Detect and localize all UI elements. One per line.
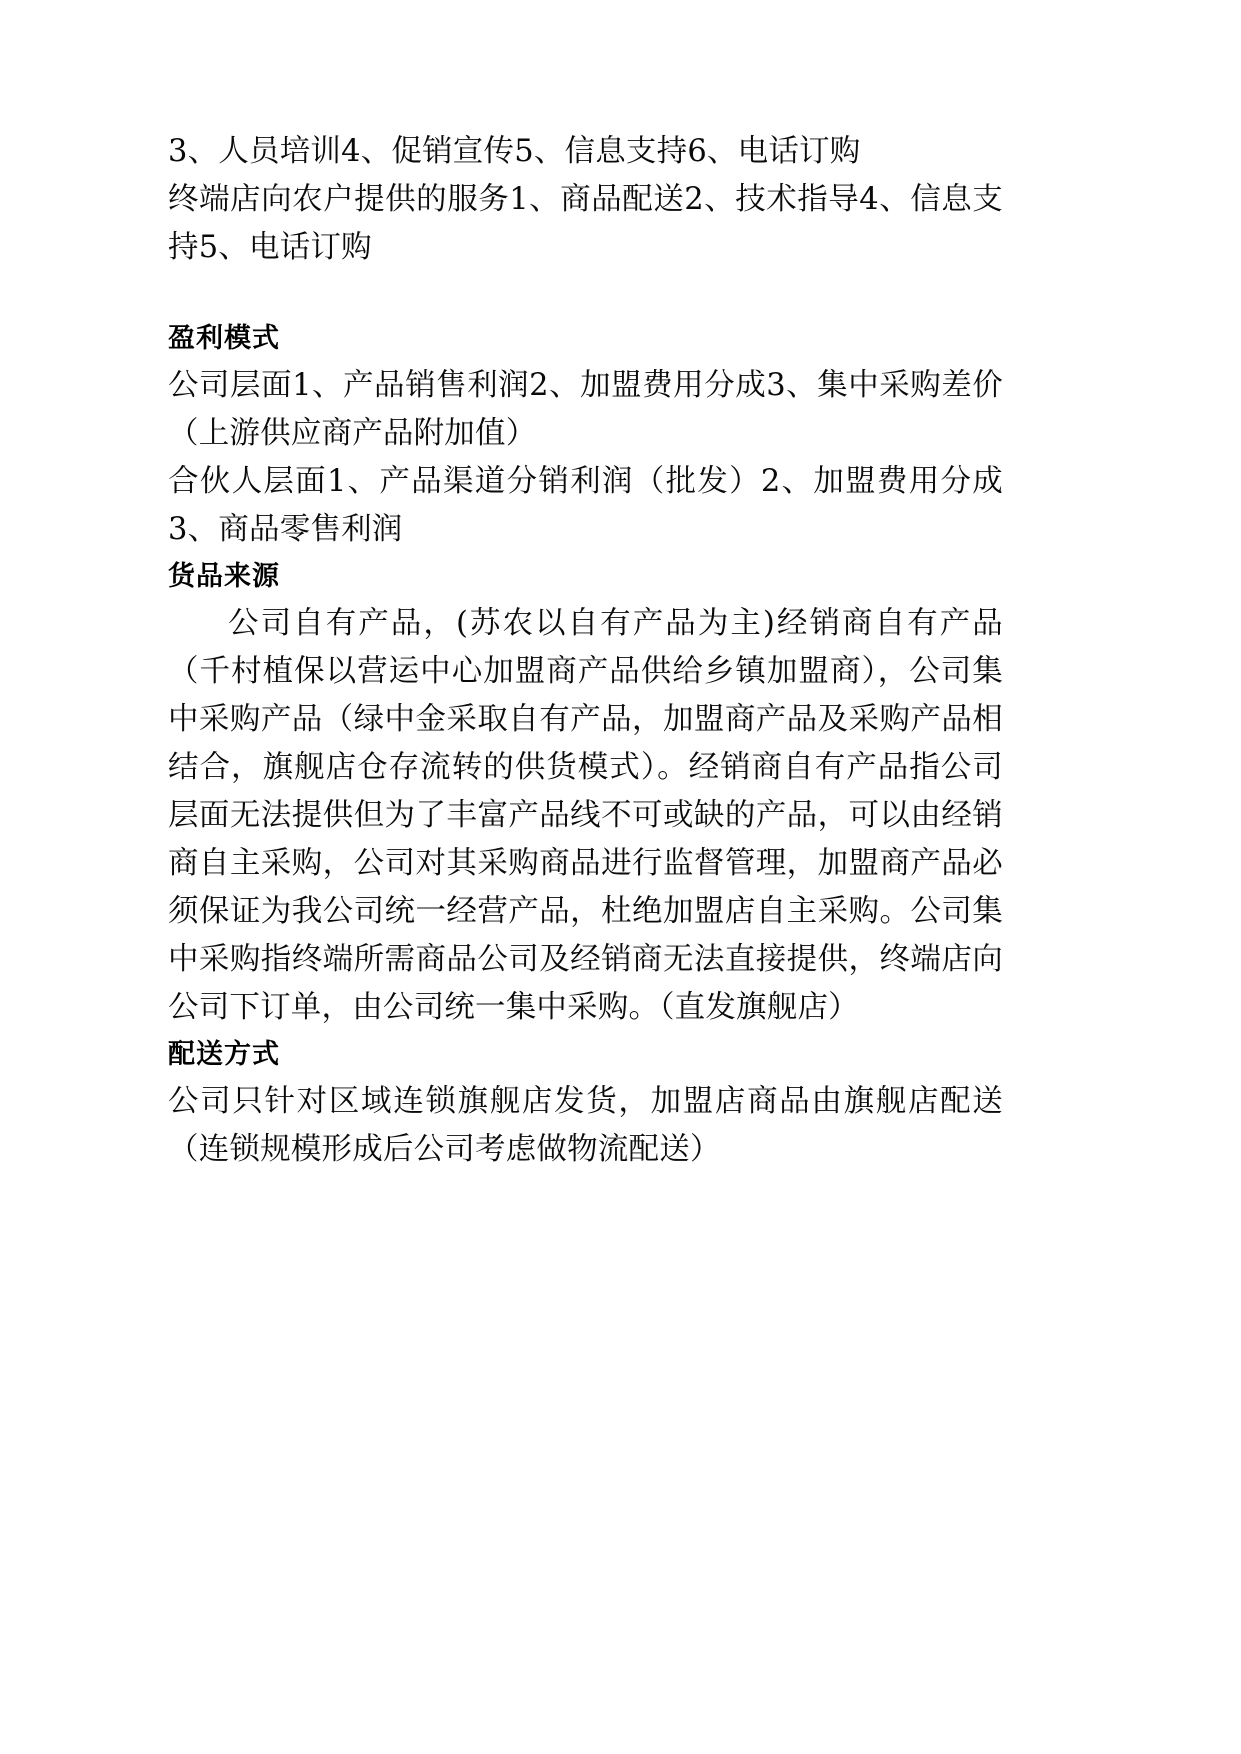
paragraph-services-top: 3、人员培训4、促销宣传5、信息支持6、电话订购 (168, 134, 861, 169)
paragraph-profit-partner-level: 合伙人层面1、产品渠道分销利润（批发）2、加盟费用分成3、商品零售利润 (168, 464, 1003, 547)
paragraph-goods-source-body: 公司自有产品，(苏农以自有产品为主)经销商自有产品（千村植保以营运中心加盟商产品供给乡镇加盟商），公司集中采购产品（绿中金采取自有产品，加盟商产品及采购产品相结合，旗舰店仓存流转的供货模式）。经销商自有产品指公司层面无法提供但为了丰富产品线不可或缺的产品，可以由经销商自主采购，公司对其采购商品进行监督管理，加盟商产品必须保证为我公司统一经营产品，杜绝加盟店自主采购。公司集中采购指终端所需商品公司及经销商无法直接提供，终端店向公司下订单，由公司统一集中采购。（直发旗舰店） (168, 606, 1003, 1025)
paragraph-profit-company-level: 公司层面1、产品销售利润2、加盟费用分成3、集中采购差价（上游供应商产品附加值） (168, 368, 1003, 451)
heading-delivery-method: 配送方式 (168, 1039, 280, 1070)
paragraph-services-terminal: 终端店向农户提供的服务1、商品配送2、技术指导4、信息支持5、电话订购 (168, 182, 1003, 265)
document-body (168, 128, 1003, 1174)
paragraph-spacer (168, 272, 1003, 278)
heading-profit-model: 盈利模式 (168, 323, 280, 354)
paragraph-delivery-method-body: 公司只针对区域连锁旗舰店发货，加盟店商品由旗舰店配送（连锁规模形成后公司考虑做物流配送） (168, 1084, 1003, 1167)
heading-goods-source: 货品来源 (168, 561, 280, 592)
